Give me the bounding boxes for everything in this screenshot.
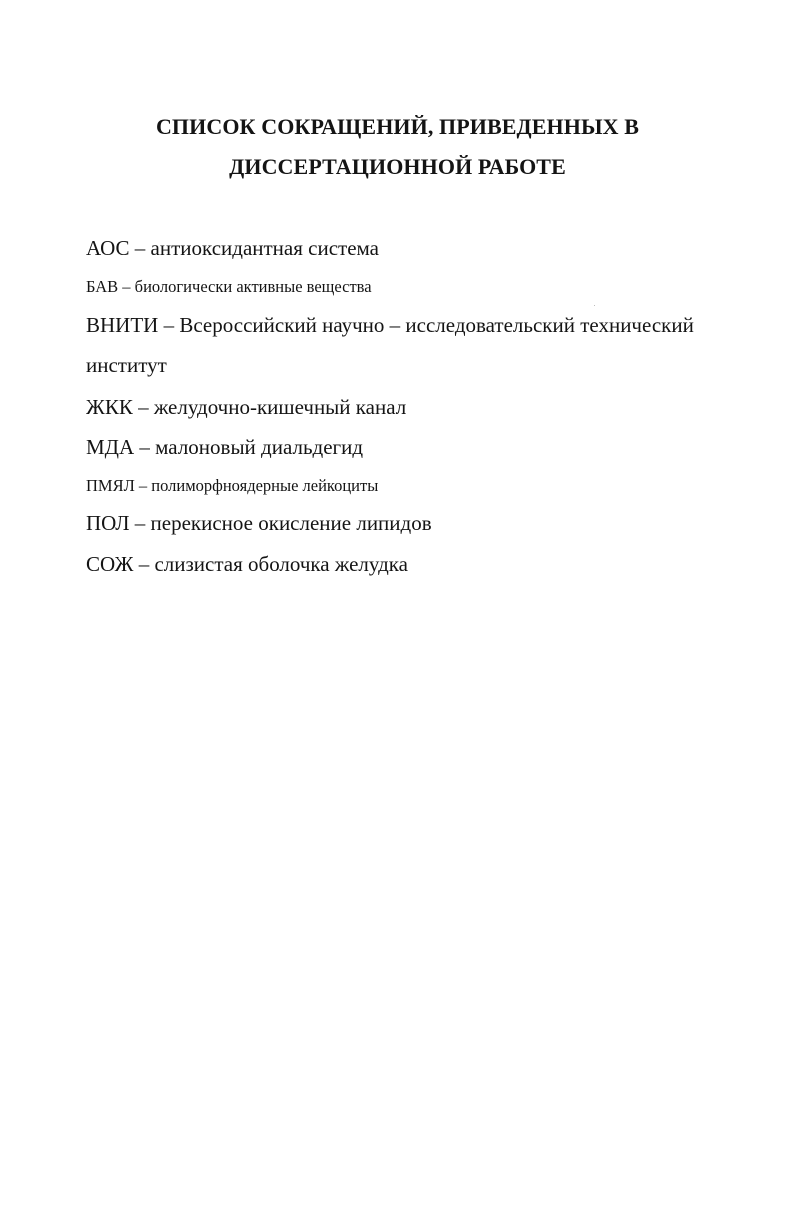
abbreviation-vniti: ВНИТИ – Всероссийский научно – исследовательский технический [86, 313, 694, 337]
abbreviation-vniti-continuation: институт [86, 353, 167, 377]
abbreviation-zhkk: ЖКК – желудочно-кишечный канал [86, 395, 407, 419]
scan-speck [594, 305, 595, 306]
abbreviation-mda: МДА – малоновый диальдегид [86, 435, 364, 459]
abbreviation-pol: ПОЛ – перекисное окисление липидов [86, 511, 432, 535]
abbreviation-pmyal: ПМЯЛ – полиморфноядерные лейкоциты [86, 476, 379, 495]
page-title-line-2: ДИССЕРТАЦИОННОЙ РАБОТЕ [229, 154, 566, 179]
abbreviation-sozh: СОЖ – слизистая оболочка желудка [86, 552, 408, 576]
page-title-line-1: СПИСОК СОКРАЩЕНИЙ, ПРИВЕДЕННЫХ В [155, 114, 640, 139]
abbreviation-bav: БАВ – биологически активные вещества [86, 277, 372, 296]
abbreviation-aos: АОС – антиоксидантная система [86, 236, 379, 260]
